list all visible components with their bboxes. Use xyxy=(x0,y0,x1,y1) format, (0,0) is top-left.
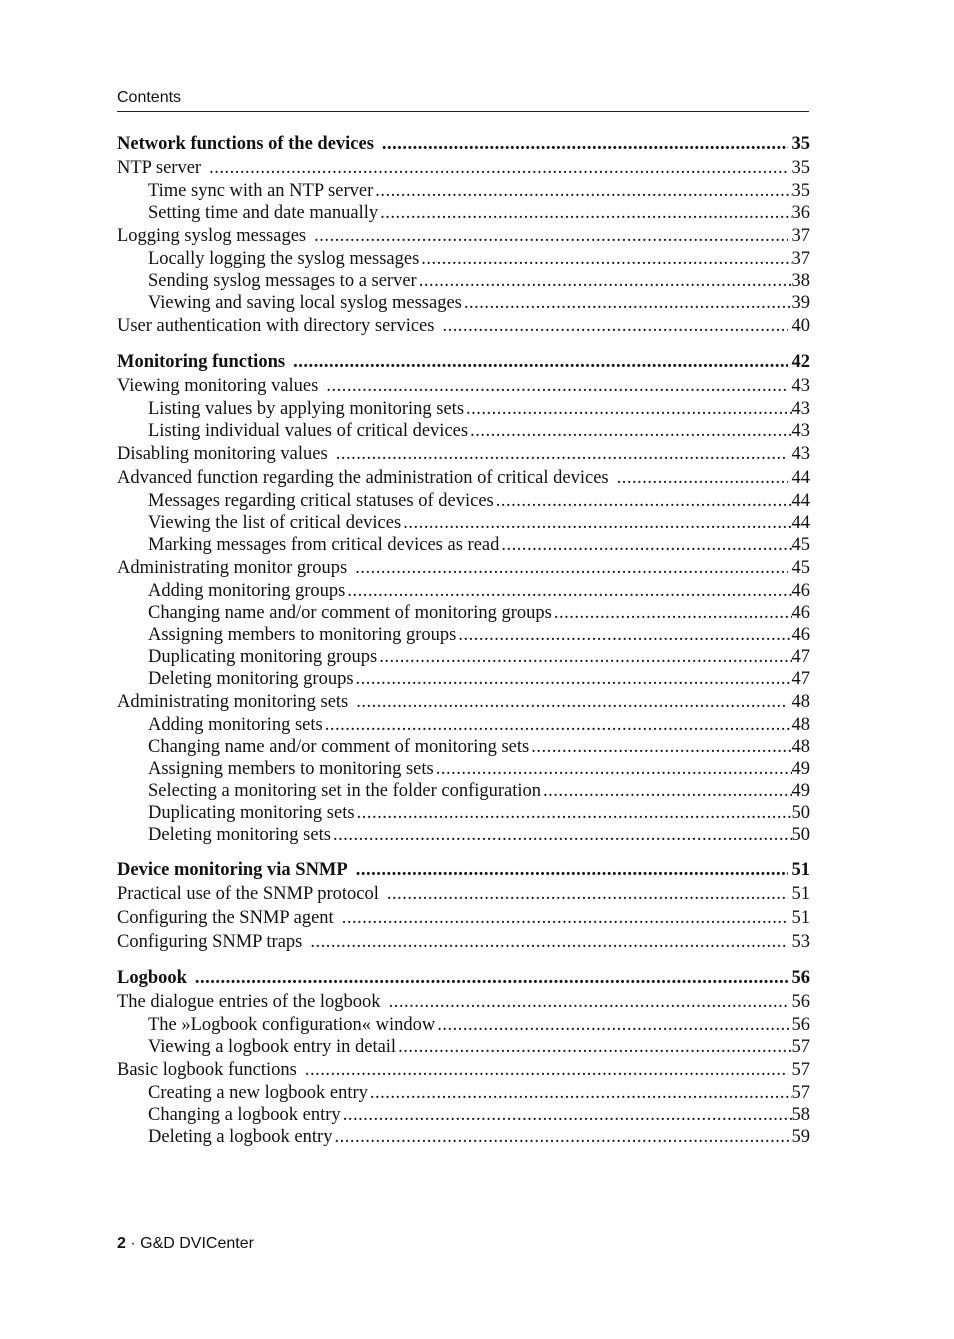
toc-entry-page: 43 xyxy=(791,444,810,464)
toc-entry-title: Selecting a monitoring set in the folder configuration xyxy=(148,781,542,801)
toc-entry-title: Advanced function regarding the administration of critical devices xyxy=(117,468,609,488)
toc-entry-page: 56 xyxy=(791,968,810,988)
toc-section-entry[interactable] xyxy=(117,556,810,580)
toc-entry-title: Deleting monitoring sets xyxy=(148,825,331,845)
toc-entry-page: 53 xyxy=(791,932,810,952)
toc-entry-page: 57 xyxy=(791,1083,810,1103)
toc-subsection-entry[interactable] xyxy=(117,1104,810,1126)
toc-entry-title: Viewing monitoring values xyxy=(117,376,319,396)
toc-dot-leader xyxy=(403,512,791,534)
toc-entry-title: Administrating monitoring sets xyxy=(117,692,349,712)
toc-dot-leader xyxy=(347,580,791,602)
toc-subsection-entry[interactable] xyxy=(117,758,810,780)
toc-entry-page: 49 xyxy=(791,781,810,801)
toc-entry-title: Listing individual values of critical devices xyxy=(148,421,469,441)
toc-dot-leader xyxy=(398,1036,791,1058)
toc-entry-page: 44 xyxy=(791,513,810,533)
toc-entry-page: 42 xyxy=(791,352,810,372)
toc-section-entry[interactable] xyxy=(117,224,810,248)
toc-dot-leader xyxy=(458,624,791,646)
toc-section-entry[interactable] xyxy=(117,1058,810,1082)
toc-dot-leader xyxy=(310,930,787,954)
toc-entry-page: 58 xyxy=(791,1105,810,1125)
toc-entry-page: 47 xyxy=(791,669,810,689)
page-footer xyxy=(117,1235,254,1253)
toc-entry-title: Time sync with an NTP server xyxy=(148,181,374,201)
toc-section-entry[interactable] xyxy=(117,690,810,714)
toc-entry-page: 43 xyxy=(791,399,810,419)
toc-dot-leader xyxy=(375,180,791,202)
toc-subsection-entry[interactable] xyxy=(117,270,810,292)
toc-chapter-entry[interactable] xyxy=(117,858,810,882)
toc-section-entry[interactable] xyxy=(117,314,810,338)
toc-entry-page: 37 xyxy=(791,249,810,269)
toc-subsection-entry[interactable] xyxy=(117,420,810,442)
toc-entry-title: Changing a logbook entry xyxy=(148,1105,341,1125)
toc-entry-page: 35 xyxy=(791,134,810,154)
toc-entry-page: 44 xyxy=(791,491,810,511)
toc-dot-leader xyxy=(501,534,791,556)
toc-chapter-entry[interactable] xyxy=(117,132,810,156)
toc-entry-page: 38 xyxy=(791,271,810,291)
toc-entry-title: Disabling monitoring values xyxy=(117,444,328,464)
toc-entry-title: Viewing the list of critical devices xyxy=(148,513,402,533)
toc-entry-page: 51 xyxy=(791,908,810,928)
toc-dot-leader xyxy=(336,442,788,466)
toc-dot-leader xyxy=(466,398,791,420)
toc-entry-title: The »Logbook configuration« window xyxy=(148,1015,436,1035)
toc-section xyxy=(117,966,810,1148)
toc-subsection-entry[interactable] xyxy=(117,602,810,624)
toc-subsection-entry[interactable] xyxy=(117,292,810,314)
toc-entry-title: Adding monitoring sets xyxy=(148,715,323,735)
toc-dot-leader xyxy=(464,292,792,314)
toc-subsection-entry[interactable] xyxy=(117,714,810,736)
toc-dot-leader xyxy=(554,602,792,624)
toc-subsection-entry[interactable] xyxy=(117,736,810,758)
toc-entry-title: Sending syslog messages to a server xyxy=(148,271,417,291)
toc-entry-page: 46 xyxy=(791,581,810,601)
header-title: Contents xyxy=(117,89,182,106)
toc-entry-page: 47 xyxy=(791,647,810,667)
toc-dot-leader xyxy=(326,374,787,398)
toc-entry-page: 51 xyxy=(791,860,810,880)
toc-entry-title: Logbook xyxy=(117,968,187,988)
footer-doc-title: G&D DVICenter xyxy=(140,1235,254,1252)
toc-dot-leader xyxy=(470,420,791,442)
toc-entry-page: 43 xyxy=(791,376,810,396)
toc-entry-page: 50 xyxy=(791,825,810,845)
toc-subsection-entry[interactable] xyxy=(117,1036,810,1058)
toc-entry-title: Device monitoring via SNMP xyxy=(117,860,348,880)
toc-entry-title: Administrating monitor groups xyxy=(117,558,348,578)
toc-subsection-entry[interactable] xyxy=(117,646,810,668)
toc-entry-page: 56 xyxy=(791,992,810,1012)
toc-dot-leader xyxy=(543,780,791,802)
toc-entry-title: Deleting a logbook entry xyxy=(148,1127,333,1147)
footer-separator: · xyxy=(125,1235,141,1252)
toc-dot-leader xyxy=(496,490,792,512)
toc-dot-leader xyxy=(342,906,788,930)
toc-dot-leader xyxy=(356,668,792,690)
toc-dot-leader xyxy=(531,736,791,758)
toc-entry-page: 59 xyxy=(791,1127,810,1147)
toc-section xyxy=(117,858,810,954)
toc-entry-title: Configuring the SNMP agent xyxy=(117,908,334,928)
table-of-contents xyxy=(117,132,810,1160)
toc-dot-leader xyxy=(382,132,788,156)
toc-subsection-entry[interactable] xyxy=(117,624,810,646)
toc-entry-title: Duplicating monitoring groups xyxy=(148,647,378,667)
toc-dot-leader xyxy=(437,1014,791,1036)
toc-chapter-entry[interactable] xyxy=(117,350,810,374)
toc-dot-leader xyxy=(195,966,788,990)
toc-subsection-entry[interactable] xyxy=(117,780,810,802)
footer-page-number: 2 xyxy=(117,1235,126,1252)
toc-entry-page: 49 xyxy=(791,759,810,779)
toc-subsection-entry[interactable] xyxy=(117,580,810,602)
toc-subsection-entry[interactable] xyxy=(117,1126,810,1148)
toc-entry-title: Assigning members to monitoring groups xyxy=(148,625,457,645)
toc-entry-title: NTP server xyxy=(117,158,202,178)
toc-entry-page: 37 xyxy=(791,226,810,246)
toc-entry-title: The dialogue entries of the logbook xyxy=(117,992,381,1012)
toc-section-entry[interactable] xyxy=(117,466,810,490)
toc-entry-page: 48 xyxy=(791,715,810,735)
toc-dot-leader xyxy=(325,714,792,736)
toc-chapter-entry[interactable] xyxy=(117,966,810,990)
toc-entry-title: Viewing a logbook entry in detail xyxy=(148,1037,397,1057)
toc-dot-leader xyxy=(209,156,787,180)
toc-entry-title: Network functions of the devices xyxy=(117,134,374,154)
toc-entry-title: Changing name and/or comment of monitoring sets xyxy=(148,737,530,757)
toc-dot-leader xyxy=(421,248,791,270)
toc-section-entry[interactable] xyxy=(117,906,810,930)
toc-section-entry[interactable] xyxy=(117,930,810,954)
toc-subsection-entry[interactable] xyxy=(117,490,810,512)
toc-entry-page: 35 xyxy=(791,158,810,178)
toc-entry-title: Duplicating monitoring sets xyxy=(148,803,355,823)
toc-entry-page: 57 xyxy=(791,1037,810,1057)
toc-entry-title: Listing values by applying monitoring sets xyxy=(148,399,465,419)
toc-section-entry[interactable] xyxy=(117,882,810,906)
toc-dot-leader xyxy=(387,882,788,906)
toc-entry-page: 44 xyxy=(791,468,810,488)
toc-entry-title: Configuring SNMP traps xyxy=(117,932,303,952)
toc-subsection-entry[interactable] xyxy=(117,202,810,224)
toc-entry-title: Basic logbook functions xyxy=(117,1060,297,1080)
toc-dot-leader xyxy=(389,990,788,1014)
toc-entry-page: 40 xyxy=(791,316,810,336)
toc-entry-page: 43 xyxy=(791,421,810,441)
toc-section-entry[interactable] xyxy=(117,990,810,1014)
toc-entry-page: 39 xyxy=(791,293,810,313)
toc-dot-leader xyxy=(436,758,792,780)
toc-dot-leader xyxy=(343,1104,792,1126)
toc-subsection-entry[interactable] xyxy=(117,534,810,556)
toc-section xyxy=(117,132,810,338)
toc-entry-title: User authentication with directory services xyxy=(117,316,435,336)
toc-entry-title: Changing name and/or comment of monitoring groups xyxy=(148,603,552,623)
toc-entry-title: Viewing and saving local syslog messages xyxy=(148,293,462,313)
toc-subsection-entry[interactable] xyxy=(117,398,810,420)
toc-entry-page: 51 xyxy=(791,884,810,904)
toc-dot-leader xyxy=(357,802,792,824)
toc-entry-page: 50 xyxy=(791,803,810,823)
toc-entry-page: 56 xyxy=(791,1015,810,1035)
toc-entry-title: Setting time and date manually xyxy=(148,203,379,223)
toc-entry-title: Adding monitoring groups xyxy=(148,581,346,601)
toc-entry-title: Assigning members to monitoring sets xyxy=(148,759,434,779)
toc-entry-title: Logging syslog messages xyxy=(117,226,307,246)
toc-dot-leader xyxy=(334,1126,791,1148)
toc-subsection-entry[interactable] xyxy=(117,824,810,846)
toc-entry-title: Monitoring functions xyxy=(117,352,286,372)
toc-entry-page: 36 xyxy=(791,203,810,223)
toc-dot-leader xyxy=(419,270,792,292)
toc-subsection-entry[interactable] xyxy=(117,802,810,824)
toc-dot-leader xyxy=(355,556,787,580)
toc-subsection-entry[interactable] xyxy=(117,1082,810,1104)
toc-dot-leader xyxy=(305,1058,788,1082)
toc-dot-leader xyxy=(617,466,788,490)
toc-dot-leader xyxy=(370,1082,792,1104)
toc-entry-title: Creating a new logbook entry xyxy=(148,1083,368,1103)
toc-entry-page: 46 xyxy=(791,603,810,623)
toc-entry-title: Practical use of the SNMP protocol xyxy=(117,884,379,904)
toc-entry-page: 48 xyxy=(791,737,810,757)
toc-subsection-entry[interactable] xyxy=(117,180,810,202)
toc-entry-page: 48 xyxy=(791,692,810,712)
toc-section-entry[interactable] xyxy=(117,156,810,180)
toc-entry-title: Marking messages from critical devices as read xyxy=(148,535,500,555)
toc-dot-leader xyxy=(356,690,787,714)
toc-entry-page: 35 xyxy=(791,181,810,201)
toc-entry-title: Locally logging the syslog messages xyxy=(148,249,420,269)
toc-section xyxy=(117,350,810,846)
toc-subsection-entry[interactable] xyxy=(117,1014,810,1036)
toc-entry-page: 46 xyxy=(791,625,810,645)
toc-subsection-entry[interactable] xyxy=(117,248,810,270)
toc-dot-leader xyxy=(314,224,787,248)
toc-dot-leader xyxy=(333,824,792,846)
toc-subsection-entry[interactable] xyxy=(117,512,810,534)
page-header xyxy=(117,89,809,112)
toc-entry-page: 57 xyxy=(791,1060,810,1080)
toc-dot-leader xyxy=(380,202,791,224)
toc-subsection-entry[interactable] xyxy=(117,668,810,690)
toc-entry-page: 45 xyxy=(791,558,810,578)
toc-section-entry[interactable] xyxy=(117,374,810,398)
toc-entry-title: Messages regarding critical statuses of devices xyxy=(148,491,494,511)
toc-dot-leader xyxy=(442,314,787,338)
toc-entry-page: 45 xyxy=(791,535,810,555)
toc-dot-leader xyxy=(356,858,788,882)
toc-entry-title: Deleting monitoring groups xyxy=(148,669,354,689)
toc-dot-leader xyxy=(379,646,791,668)
toc-dot-leader xyxy=(293,350,787,374)
toc-section-entry[interactable] xyxy=(117,442,810,466)
